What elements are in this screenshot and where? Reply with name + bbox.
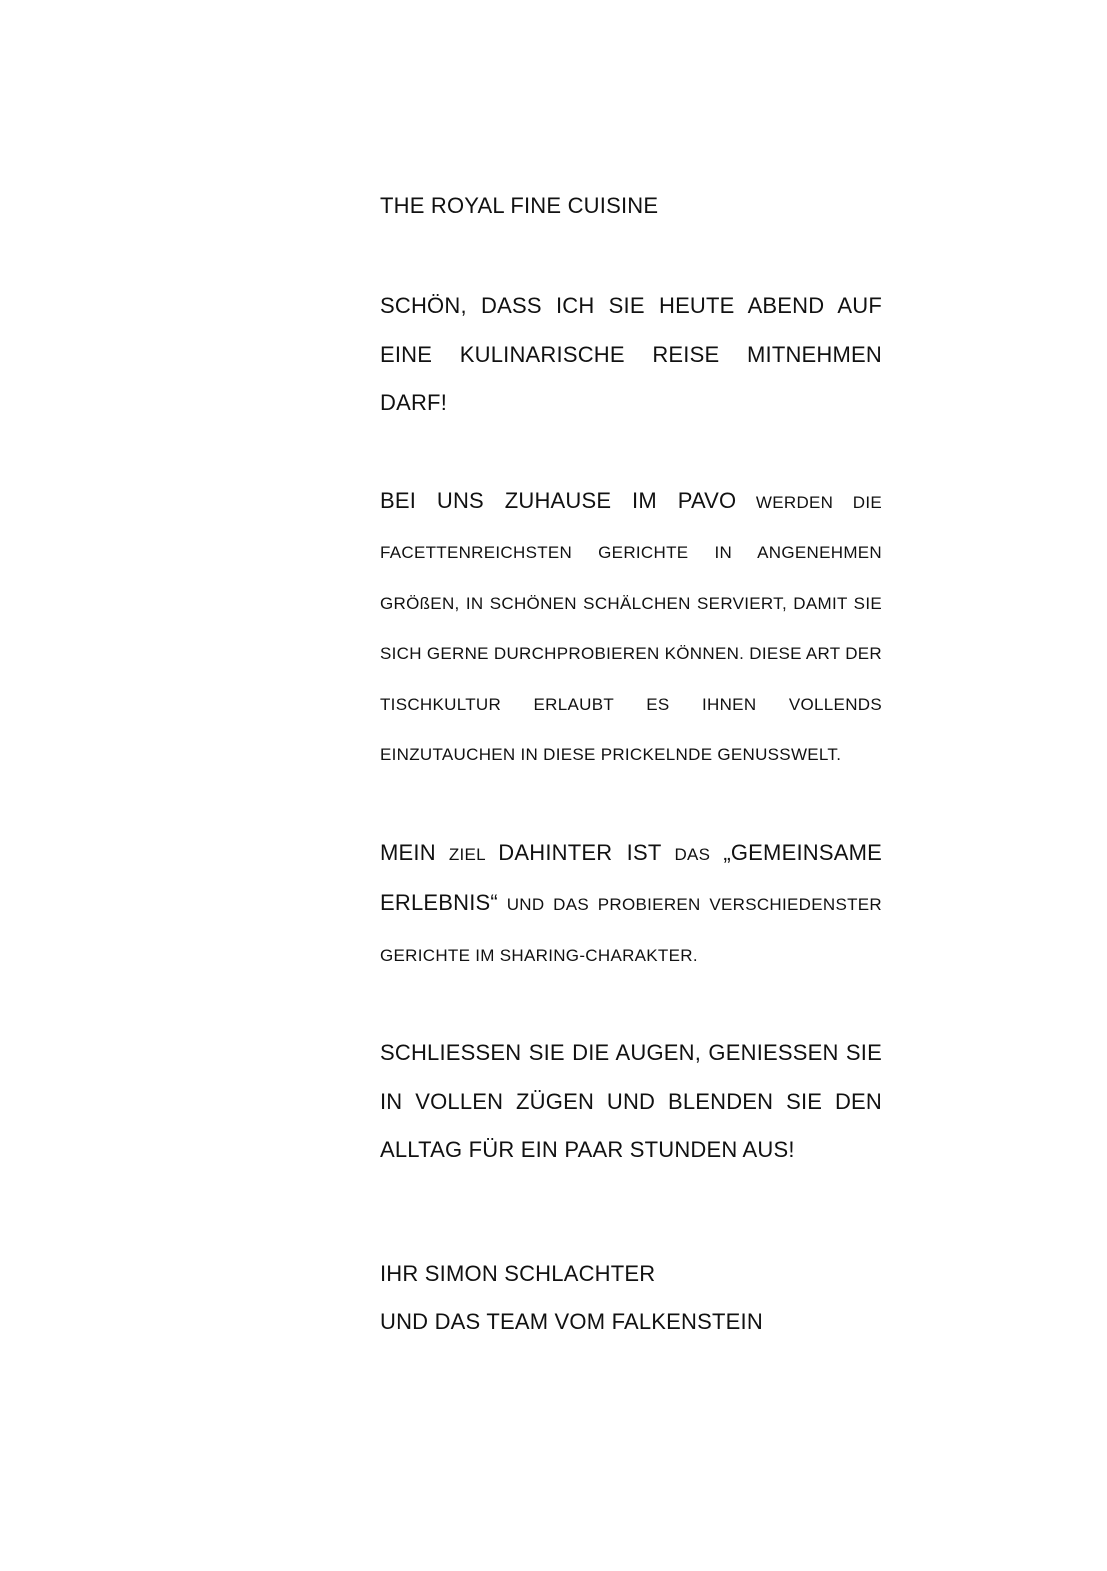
intro-paragraph: SCHÖN, DASS ICH SIE HEUTE ABEND AUF EINE KULINARISCHE REISE MITNEHMEN DARF! bbox=[380, 293, 882, 415]
goal-part-6: UND DAS PROBIEREN VERSCHIEDENSTER GERICHTE IM SHARING-CHARAKTER. bbox=[380, 895, 882, 965]
closing-paragraph: SCHLIESSEN SIE DIE AUGEN, GENIESSEN SIE IN VOLLEN ZÜGEN UND BLENDEN SIE DEN ALLTAG FÜR EIN PAAR STUNDEN AUS! bbox=[380, 1040, 882, 1162]
goal-part-4: DAS bbox=[661, 844, 724, 864]
signature-block bbox=[380, 1250, 882, 1346]
text-column bbox=[380, 186, 882, 1175]
signature-line-2: UND DAS TEAM VOM FALKENSTEIN bbox=[380, 1309, 763, 1334]
pavo-lead: BEI UNS ZUHAUSE IM PAVO bbox=[380, 487, 737, 513]
pavo-paragraph bbox=[380, 477, 882, 780]
goal-part-5: „GEMEINSAME ERLEBNIS“ bbox=[380, 839, 882, 915]
pavo-rest: WERDEN DIE FACETTENREICHSTEN GERICHTE IN ANGENEHMEN GRÖßEN, IN SCHÖNEN SCHÄLCHEN SERVIERT, DAMIT SIE SICH GERNE DURCHPROBIEREN KÖNNEN. DIESE ART DER TISCHKULTUR ERLAUBT ES IHNEN VOLLENDS EINZUTAUCHEN IN DIESE PRICKELNDE GENUSSWELT. bbox=[380, 492, 883, 764]
goal-part-1: MEIN bbox=[380, 839, 436, 865]
signature-line-1: IHR SIMON SCHLACHTER bbox=[380, 1261, 656, 1286]
page-title: THE ROYAL FINE CUISINE bbox=[380, 193, 659, 218]
goal-part-3: DAHINTER IST bbox=[498, 839, 662, 865]
goal-paragraph bbox=[380, 829, 882, 981]
goal-part-2: ZIEL bbox=[435, 844, 499, 864]
